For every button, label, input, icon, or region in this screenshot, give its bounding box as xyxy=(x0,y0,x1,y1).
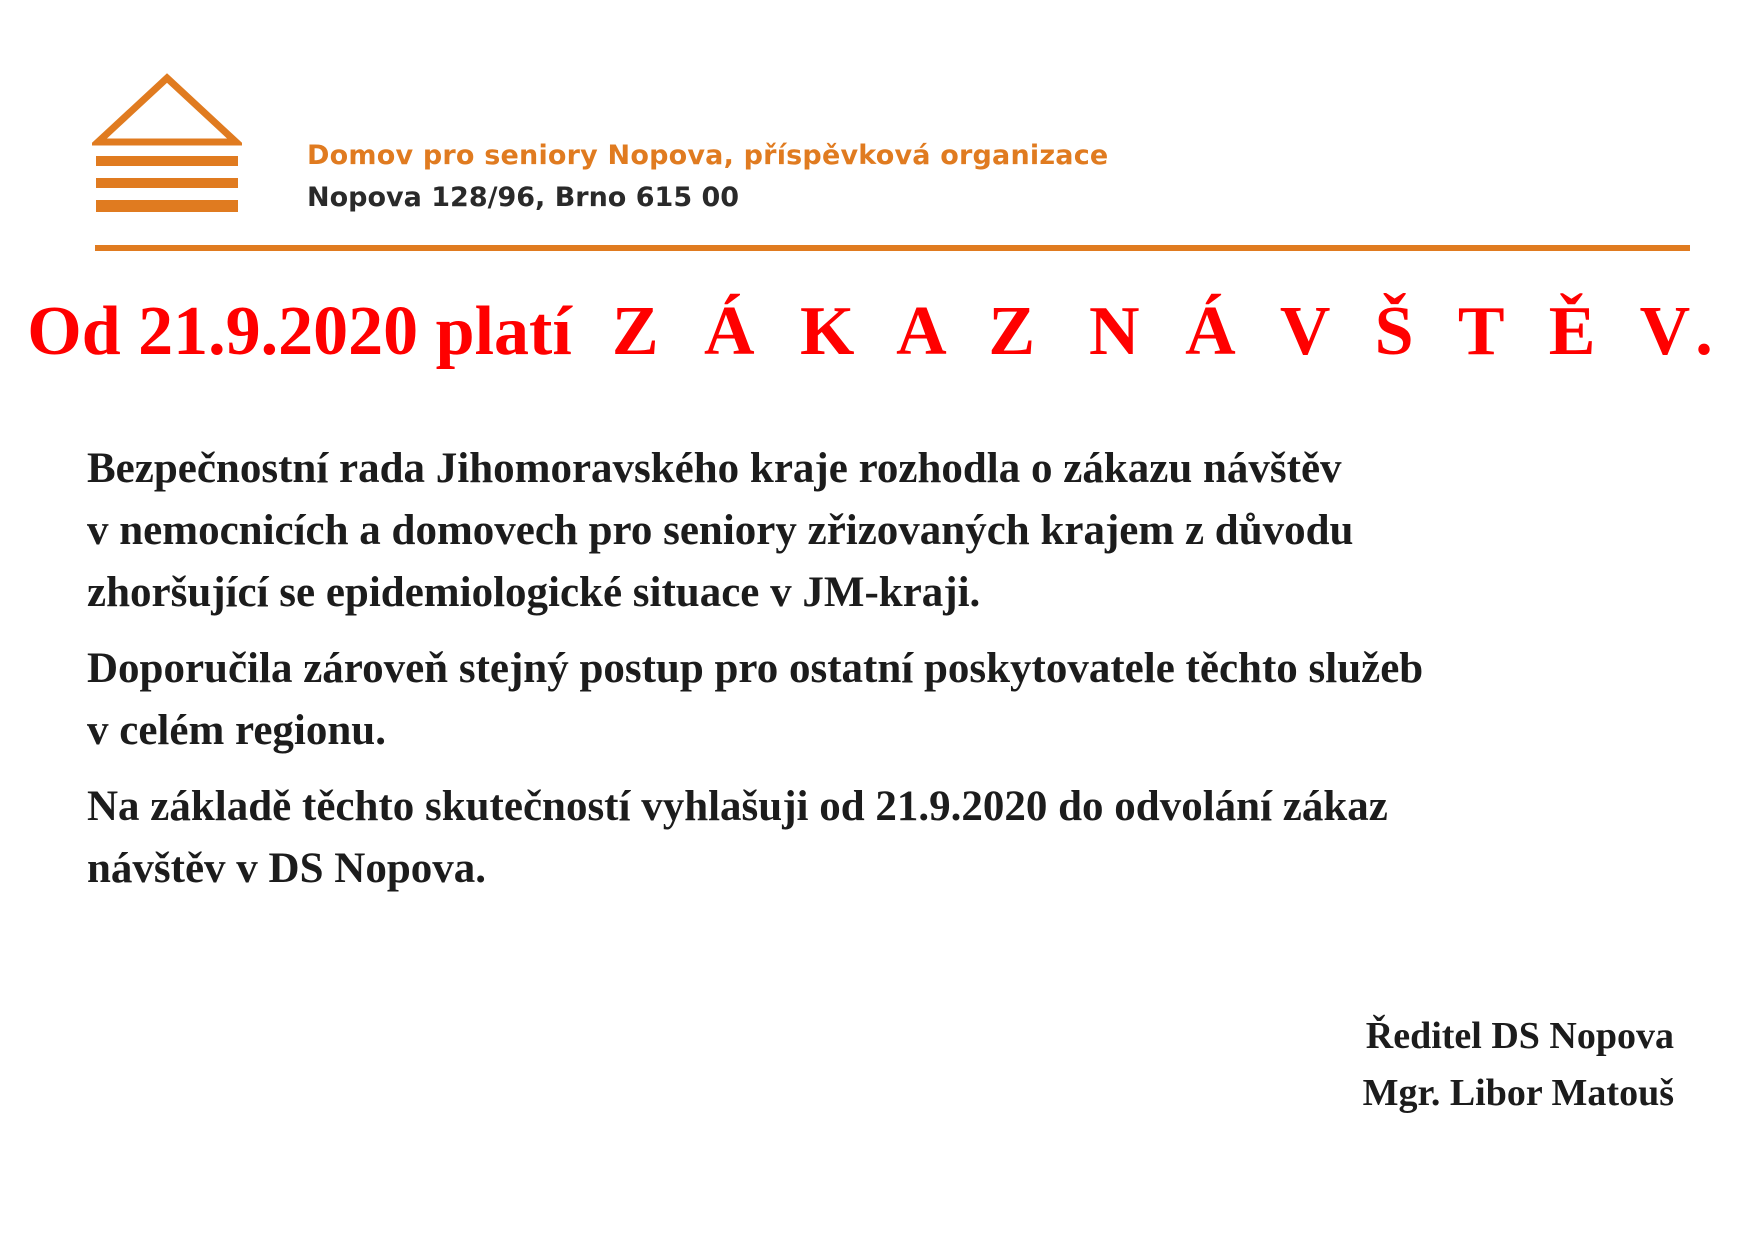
signature-title: Ředitel DS Nopova xyxy=(1365,1015,1674,1057)
signature-block xyxy=(1363,1008,1674,1122)
signature-name: Mgr. Libor Matouš xyxy=(1362,1072,1674,1114)
house-roof-logo xyxy=(92,72,242,216)
header-divider xyxy=(95,245,1690,251)
headline-word-navstev: N Á V Š T Ě V. xyxy=(1089,293,1727,370)
headline-prefix: Od 21.9.2020 platí xyxy=(27,293,572,370)
paragraph-recommendation: Doporučila zároveň stejný postup pro ostatní poskytovatele těchto služeb v celém regionu. xyxy=(87,645,1424,754)
organization-name: Domov pro seniory Nopova, příspěvková organizace xyxy=(307,140,1109,171)
paragraph-council-decision: Bezpečnostní rada Jihomoravského kraje rozhodla o zákazu návštěv v nemocnicích a domovech pro seniory zřizovaných krajem z důvodu zhoršující se epidemiologické situace v JM-kraji. xyxy=(87,445,1354,616)
notice-body xyxy=(87,438,1707,914)
organization-address: Nopova 128/96, Brno 615 00 xyxy=(307,182,740,213)
notice-headline xyxy=(0,292,1754,372)
paragraph-declaration: Na základě těchto skutečností vyhlašuji od 21.9.2020 do odvolání zákaz návštěv v DS Nopova. xyxy=(87,783,1388,892)
headline-word-zakaz: Z Á K A Z xyxy=(611,293,1050,370)
